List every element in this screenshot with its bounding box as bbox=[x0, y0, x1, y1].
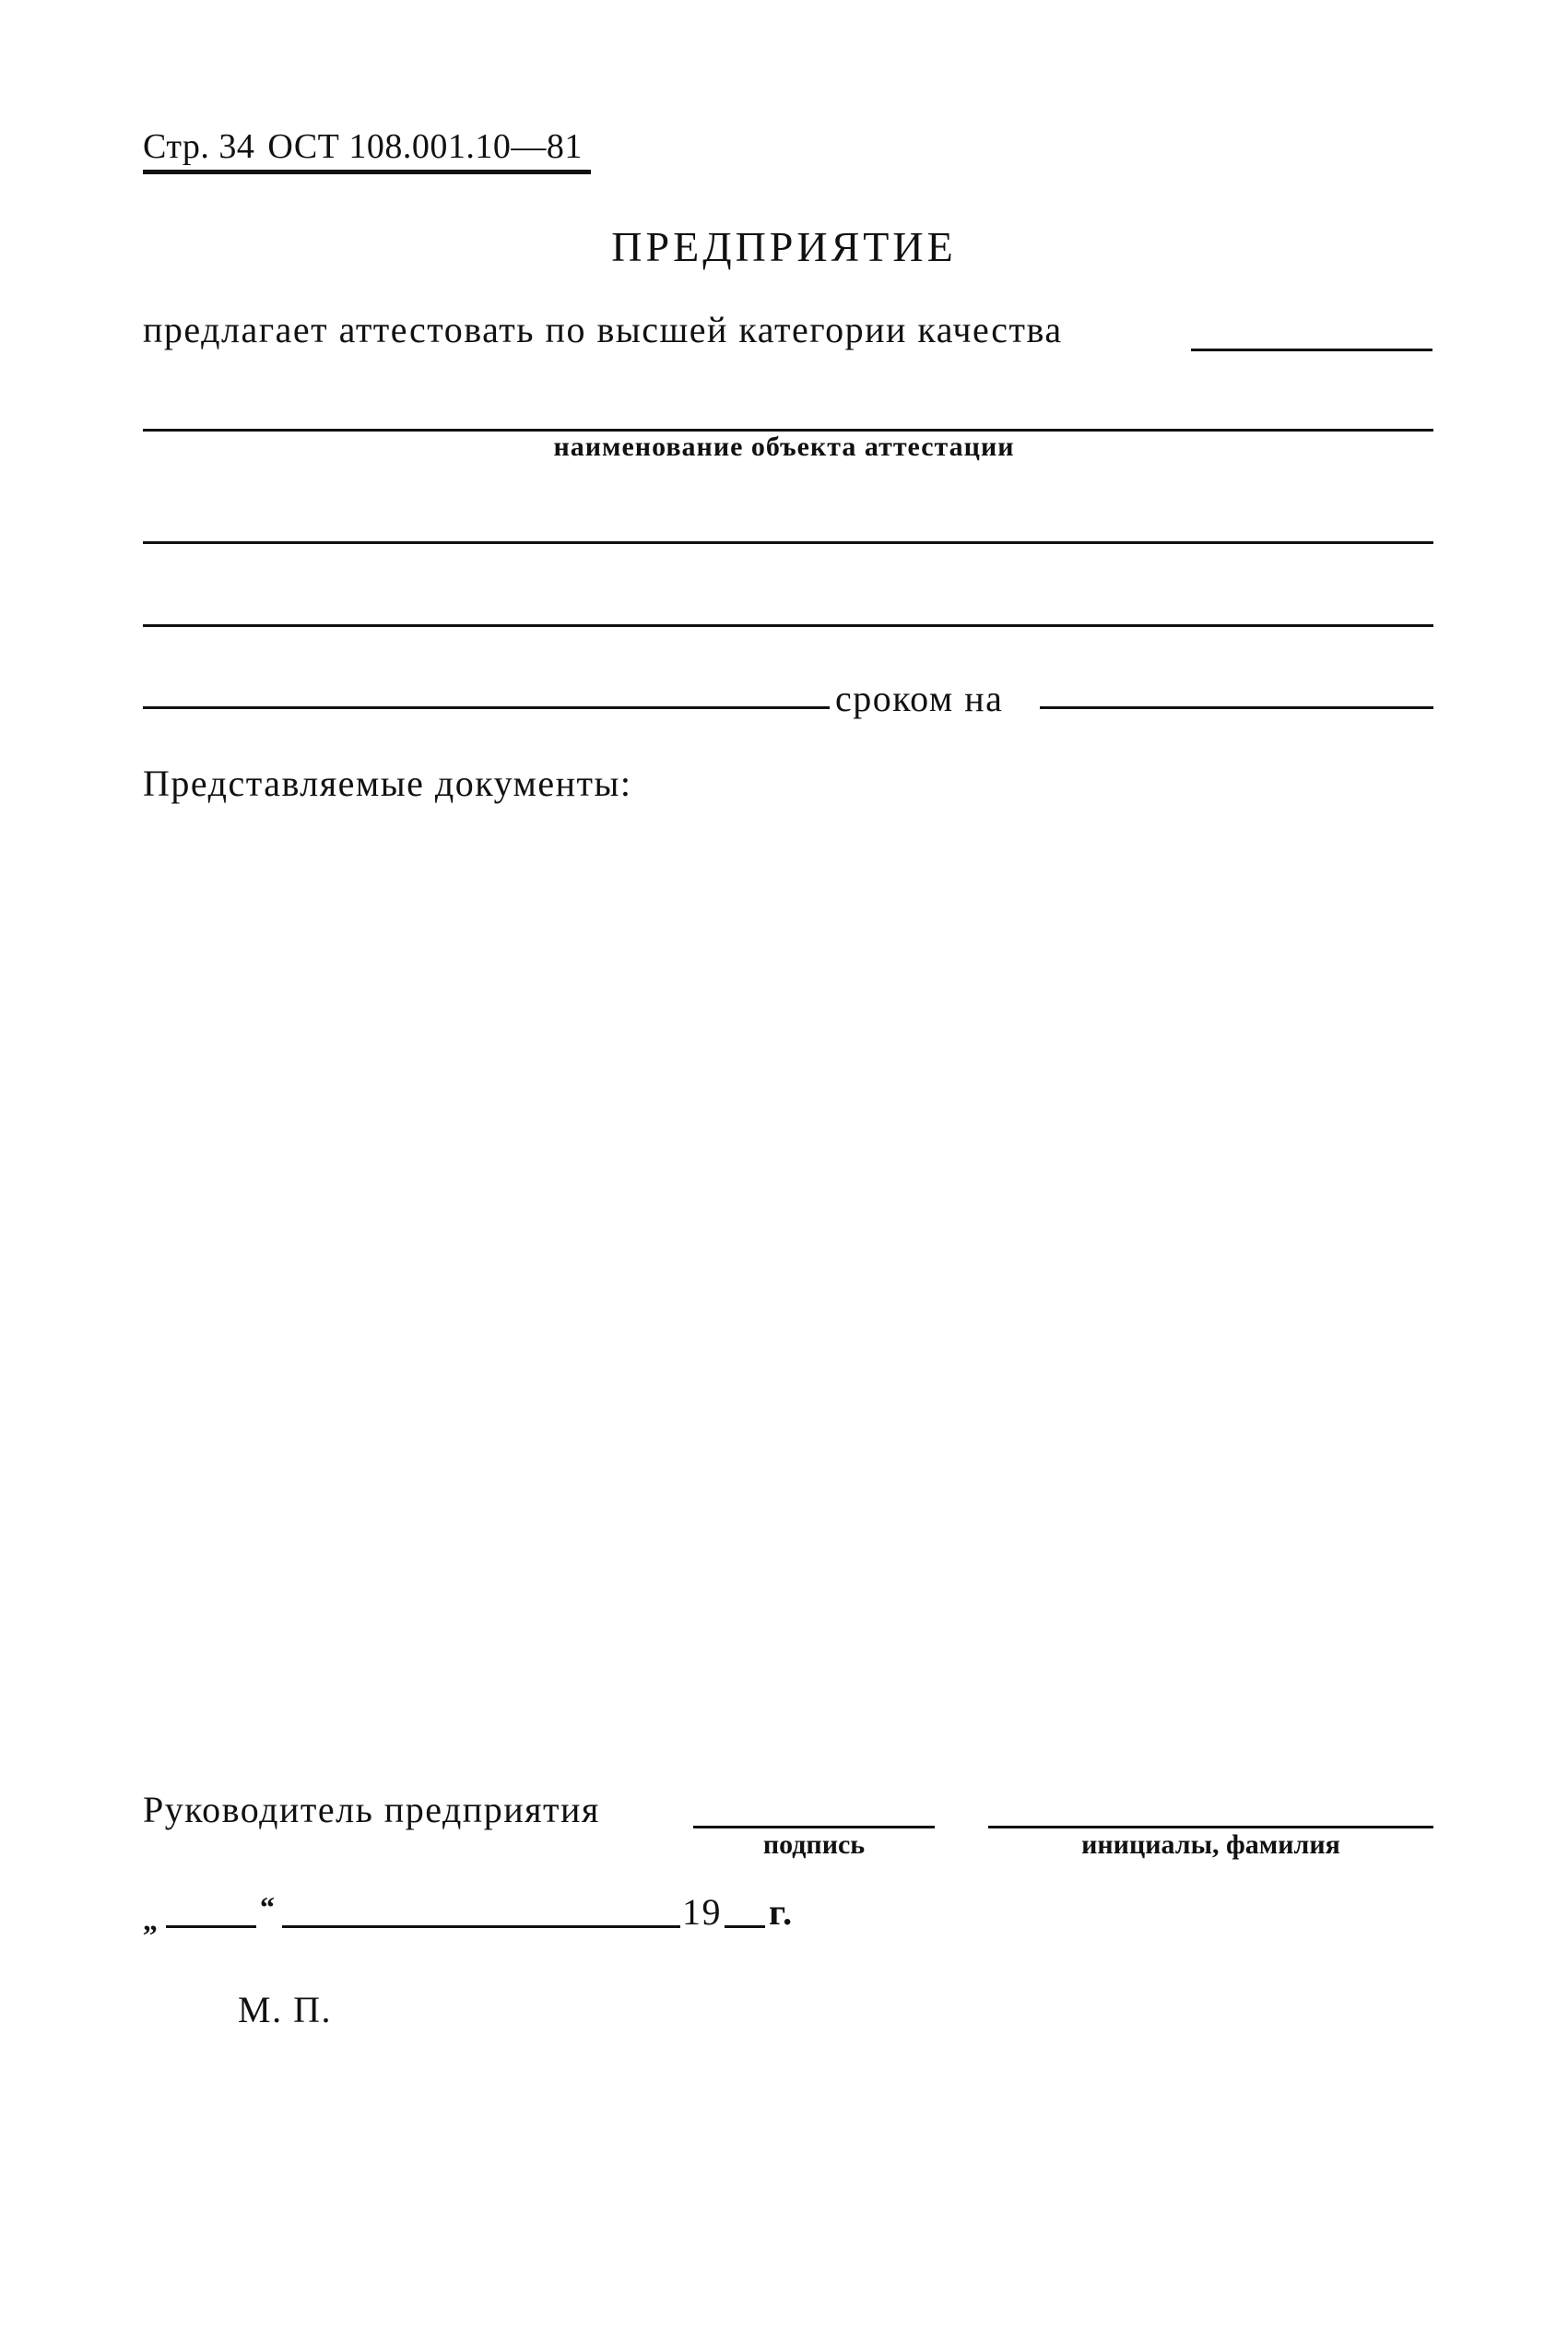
proposal-blank-field[interactable] bbox=[1191, 349, 1432, 351]
date-open-quote: „ bbox=[143, 1903, 158, 1936]
object-name-field-line-4[interactable] bbox=[143, 706, 830, 709]
day-field[interactable] bbox=[166, 1925, 256, 1928]
term-label: сроком на bbox=[835, 678, 1004, 719]
header-underline bbox=[143, 170, 591, 174]
signature-caption: подпись bbox=[762, 1829, 866, 1860]
signature-field[interactable] bbox=[693, 1826, 935, 1828]
name-caption: инициалы, фамилия bbox=[1081, 1829, 1340, 1860]
year-prefix: 19 bbox=[682, 1891, 722, 1933]
name-field[interactable] bbox=[988, 1826, 1433, 1828]
month-field[interactable] bbox=[282, 1925, 680, 1928]
documents-label: Представляемые документы: bbox=[143, 763, 632, 804]
term-field[interactable] bbox=[1040, 706, 1433, 709]
stamp-label: М. П. bbox=[238, 1989, 332, 2030]
object-name-field-line-2[interactable] bbox=[143, 541, 1433, 544]
object-name-field-line-3[interactable] bbox=[143, 624, 1433, 627]
date-close-quote: “ bbox=[260, 1890, 275, 1923]
year-suffix: г. bbox=[769, 1891, 794, 1933]
year-field[interactable] bbox=[725, 1925, 765, 1928]
object-name-caption: наименование объекта аттестации bbox=[553, 432, 1015, 462]
page-number: Стр. 34 bbox=[143, 127, 255, 166]
head-label: Руководитель предприятия bbox=[143, 1789, 600, 1830]
proposal-text: предлагает аттестовать по высшей категории качества bbox=[143, 309, 1063, 350]
standard-code: ОСТ 108.001.10—81 bbox=[267, 127, 583, 166]
page-header bbox=[143, 129, 583, 173]
form-title: ПРЕДПРИЯТИЕ bbox=[611, 223, 957, 270]
